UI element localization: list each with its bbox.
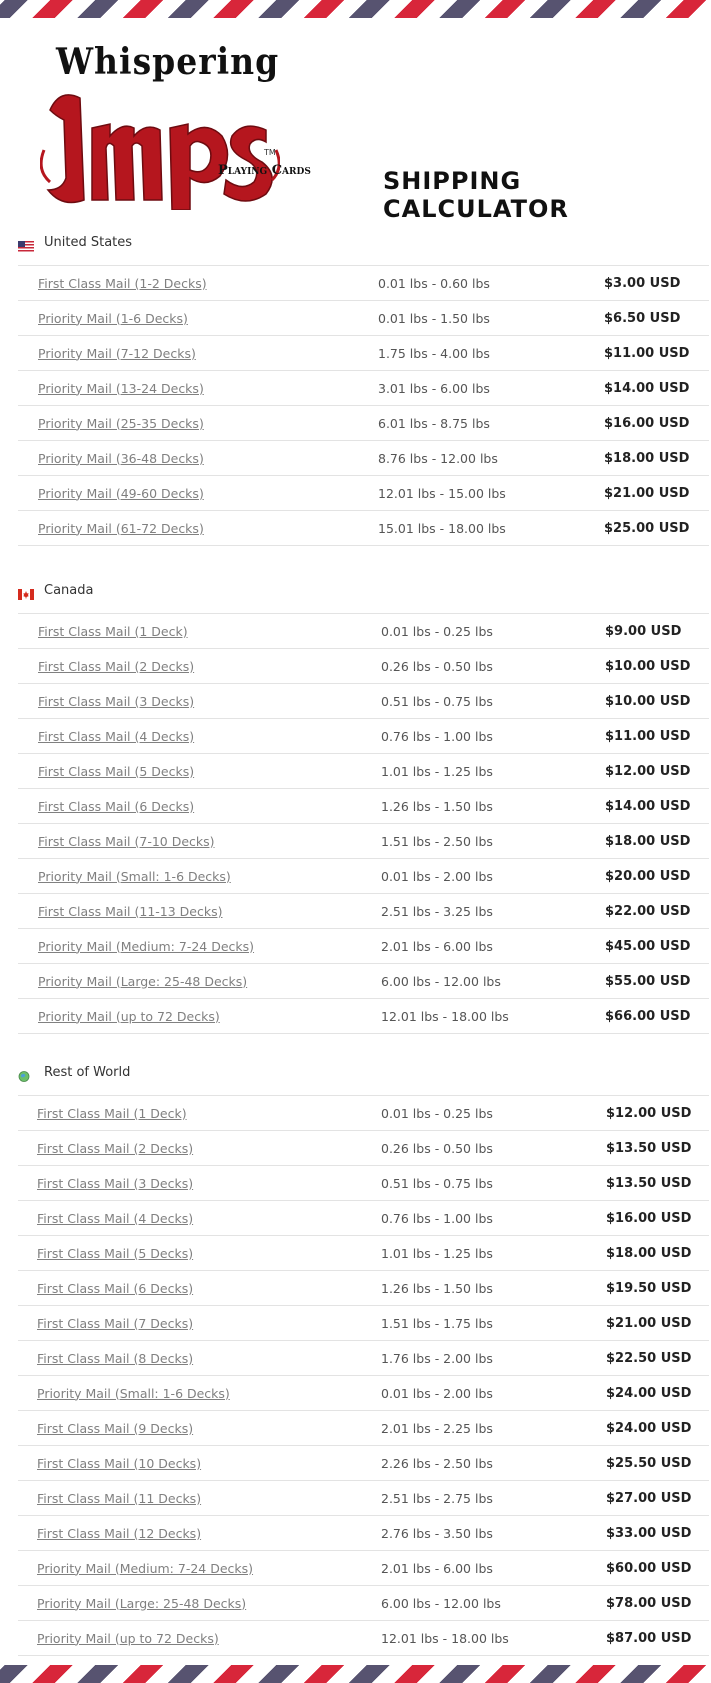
weight-range: 0.26 lbs - 0.50 lbs xyxy=(381,658,493,674)
whispering-imps-logo xyxy=(40,40,320,200)
shipping-method-link[interactable]: First Class Mail (4 Decks) xyxy=(37,1210,194,1226)
canada-flag-icon xyxy=(18,585,34,596)
weight-range: 0.51 lbs - 0.75 lbs xyxy=(381,1175,493,1191)
shipping-price: $10.00 USD xyxy=(605,693,691,709)
weight-range: 0.76 lbs - 1.00 lbs xyxy=(381,728,493,744)
shipping-price: $27.00 USD xyxy=(606,1490,692,1506)
section-title: United States xyxy=(44,234,133,250)
section-canada xyxy=(18,567,709,1034)
rate-row xyxy=(18,614,709,649)
shipping-method-link[interactable]: Priority Mail (61-72 Decks) xyxy=(38,520,204,536)
shipping-method-link[interactable]: First Class Mail (7 Decks) xyxy=(37,1315,194,1331)
shipping-price: $3.00 USD xyxy=(604,275,681,291)
weight-range: 0.01 lbs - 2.00 lbs xyxy=(381,1385,493,1401)
rate-row xyxy=(18,1271,709,1306)
section-rest-of-world xyxy=(18,1049,709,1656)
shipping-price: $14.00 USD xyxy=(604,380,690,396)
logo-trademark: TM xyxy=(264,148,276,157)
rate-row xyxy=(18,1481,709,1516)
shipping-method-link[interactable]: Priority Mail (Small: 1-6 Decks) xyxy=(38,868,231,884)
shipping-method-link[interactable]: Priority Mail (Medium: 7-24 Decks) xyxy=(37,1560,254,1576)
shipping-method-link[interactable]: First Class Mail (9 Decks) xyxy=(37,1420,194,1436)
airmail-stripe-bottom xyxy=(0,1665,711,1683)
rate-row xyxy=(18,789,709,824)
weight-range: 12.01 lbs - 18.00 lbs xyxy=(381,1630,509,1646)
shipping-price: $22.50 USD xyxy=(606,1350,692,1366)
rate-row xyxy=(18,441,709,476)
rate-row xyxy=(18,894,709,929)
shipping-price: $18.00 USD xyxy=(606,1245,692,1261)
shipping-price: $12.00 USD xyxy=(605,763,691,779)
shipping-method-link[interactable]: First Class Mail (1 Deck) xyxy=(38,623,188,639)
rate-row xyxy=(18,301,709,336)
weight-range: 3.01 lbs - 6.00 lbs xyxy=(378,380,490,396)
rate-row xyxy=(18,266,709,301)
weight-range: 0.26 lbs - 0.50 lbs xyxy=(381,1140,493,1156)
weight-range: 6.00 lbs - 12.00 lbs xyxy=(381,973,501,989)
shipping-method-link[interactable]: First Class Mail (12 Decks) xyxy=(37,1525,202,1541)
shipping-method-link[interactable]: First Class Mail (11-13 Decks) xyxy=(38,903,223,919)
shipping-method-link[interactable]: First Class Mail (10 Decks) xyxy=(37,1455,202,1471)
shipping-price: $19.50 USD xyxy=(606,1280,692,1296)
shipping-method-link[interactable]: Priority Mail (up to 72 Decks) xyxy=(38,1008,220,1024)
section-title: Rest of World xyxy=(44,1064,131,1080)
weight-range: 1.01 lbs - 1.25 lbs xyxy=(381,1245,493,1261)
rate-row xyxy=(18,1586,709,1621)
weight-range: 0.01 lbs - 2.00 lbs xyxy=(381,868,493,884)
shipping-method-link[interactable]: Priority Mail (1-6 Decks) xyxy=(38,310,188,326)
airmail-stripe-top xyxy=(0,0,711,18)
rate-row xyxy=(18,1201,709,1236)
shipping-price: $22.00 USD xyxy=(605,903,691,919)
weight-range: 1.51 lbs - 2.50 lbs xyxy=(381,833,493,849)
weight-range: 12.01 lbs - 18.00 lbs xyxy=(381,1008,509,1024)
shipping-method-link[interactable]: First Class Mail (5 Decks) xyxy=(37,1245,194,1261)
shipping-method-link[interactable]: First Class Mail (8 Decks) xyxy=(37,1350,194,1366)
weight-range: 8.76 lbs - 12.00 lbs xyxy=(378,450,498,466)
rate-row xyxy=(18,1341,709,1376)
weight-range: 2.51 lbs - 2.75 lbs xyxy=(381,1490,493,1506)
rate-row xyxy=(18,754,709,789)
shipping-price: $13.50 USD xyxy=(606,1175,692,1191)
rate-row xyxy=(18,1166,709,1201)
section-united-states xyxy=(18,219,709,546)
rate-row xyxy=(18,1411,709,1446)
shipping-method-link[interactable]: First Class Mail (6 Decks) xyxy=(37,1280,194,1296)
shipping-price: $16.00 USD xyxy=(606,1210,692,1226)
shipping-price: $13.50 USD xyxy=(606,1140,692,1156)
shipping-price: $33.00 USD xyxy=(606,1525,692,1541)
shipping-price: $18.00 USD xyxy=(604,450,690,466)
weight-range: 1.75 lbs - 4.00 lbs xyxy=(378,345,490,361)
weight-range: 0.01 lbs - 0.25 lbs xyxy=(381,623,493,639)
shipping-price: $55.00 USD xyxy=(605,973,691,989)
weight-range: 6.00 lbs - 12.00 lbs xyxy=(381,1595,501,1611)
rate-row xyxy=(18,1236,709,1271)
shipping-method-link[interactable]: First Class Mail (2 Decks) xyxy=(38,658,195,674)
shipping-method-link[interactable]: Priority Mail (Small: 1-6 Decks) xyxy=(37,1385,230,1401)
rate-row xyxy=(18,1551,709,1586)
shipping-method-link[interactable]: Priority Mail (7-12 Decks) xyxy=(38,345,196,361)
shipping-method-link[interactable]: Priority Mail (13-24 Decks) xyxy=(38,380,204,396)
rate-row xyxy=(18,999,709,1034)
shipping-price: $18.00 USD xyxy=(605,833,691,849)
logo-word-playing-cards: Playing Cards xyxy=(218,163,311,178)
shipping-price: $24.00 USD xyxy=(606,1420,692,1436)
shipping-method-link[interactable]: Priority Mail (Medium: 7-24 Decks) xyxy=(38,938,255,954)
weight-range: 2.01 lbs - 6.00 lbs xyxy=(381,938,493,954)
weight-range: 1.26 lbs - 1.50 lbs xyxy=(381,798,493,814)
shipping-price: $25.50 USD xyxy=(606,1455,692,1471)
weight-range: 1.76 lbs - 2.00 lbs xyxy=(381,1350,493,1366)
rate-row xyxy=(18,336,709,371)
shipping-method-link[interactable]: First Class Mail (1-2 Decks) xyxy=(38,275,207,291)
section-header xyxy=(18,567,709,614)
shipping-method-link[interactable]: Priority Mail (25-35 Decks) xyxy=(38,415,204,431)
section-header xyxy=(18,219,709,266)
rate-row xyxy=(18,684,709,719)
shipping-price: $66.00 USD xyxy=(605,1008,691,1024)
weight-range: 0.51 lbs - 0.75 lbs xyxy=(381,693,493,709)
weight-range: 2.01 lbs - 2.25 lbs xyxy=(381,1420,493,1436)
shipping-price: $14.00 USD xyxy=(605,798,691,814)
shipping-price: $87.00 USD xyxy=(606,1630,692,1646)
shipping-method-link[interactable]: First Class Mail (7-10 Decks) xyxy=(38,833,215,849)
shipping-price: $21.00 USD xyxy=(604,485,690,501)
shipping-price: $11.00 USD xyxy=(605,728,691,744)
rate-row xyxy=(18,1376,709,1411)
rate-row xyxy=(18,929,709,964)
shipping-price: $16.00 USD xyxy=(604,415,690,431)
weight-range: 0.76 lbs - 1.00 lbs xyxy=(381,1210,493,1226)
rate-row xyxy=(18,859,709,894)
rate-row xyxy=(18,511,709,546)
rate-row xyxy=(18,964,709,999)
shipping-price: $78.00 USD xyxy=(606,1595,692,1611)
shipping-method-link[interactable]: First Class Mail (11 Decks) xyxy=(37,1490,202,1506)
weight-range: 2.76 lbs - 3.50 lbs xyxy=(381,1525,493,1541)
rate-row xyxy=(18,1516,709,1551)
weight-range: 12.01 lbs - 15.00 lbs xyxy=(378,485,506,501)
shipping-method-link[interactable]: First Class Mail (6 Decks) xyxy=(38,798,195,814)
shipping-price: $21.00 USD xyxy=(606,1315,692,1331)
shipping-method-link[interactable]: First Class Mail (3 Decks) xyxy=(38,693,195,709)
rate-row xyxy=(18,1446,709,1481)
shipping-method-link[interactable]: Priority Mail (up to 72 Decks) xyxy=(37,1630,219,1646)
shipping-price: $9.00 USD xyxy=(605,623,682,639)
rate-row xyxy=(18,1131,709,1166)
rate-row xyxy=(18,476,709,511)
shipping-method-link[interactable]: Priority Mail (49-60 Decks) xyxy=(38,485,204,501)
rate-list xyxy=(18,1096,709,1656)
weight-range: 1.51 lbs - 1.75 lbs xyxy=(381,1315,493,1331)
rate-row xyxy=(18,371,709,406)
shipping-method-link[interactable]: Priority Mail (36-48 Decks) xyxy=(38,450,204,466)
shipping-price: $24.00 USD xyxy=(606,1385,692,1401)
shipping-method-link[interactable]: First Class Mail (4 Decks) xyxy=(38,728,195,744)
rate-list xyxy=(18,266,709,546)
shipping-price: $45.00 USD xyxy=(605,938,691,954)
shipping-price: $20.00 USD xyxy=(605,868,691,884)
rate-row xyxy=(18,1306,709,1341)
weight-range: 2.01 lbs - 6.00 lbs xyxy=(381,1560,493,1576)
shipping-price: $25.00 USD xyxy=(604,520,690,536)
rate-list xyxy=(18,614,709,1034)
weight-range: 6.01 lbs - 8.75 lbs xyxy=(378,415,490,431)
page-title: SHIPPING CALCULATOR xyxy=(383,167,569,223)
section-header xyxy=(18,1049,709,1096)
shipping-method-link[interactable]: Priority Mail (Large: 25-48 Decks) xyxy=(37,1595,247,1611)
weight-range: 0.01 lbs - 1.50 lbs xyxy=(378,310,490,326)
weight-range: 1.01 lbs - 1.25 lbs xyxy=(381,763,493,779)
weight-range: 0.01 lbs - 0.25 lbs xyxy=(381,1105,493,1121)
globe-icon xyxy=(18,1067,34,1078)
rate-row xyxy=(18,719,709,754)
shipping-price: $6.50 USD xyxy=(604,310,681,326)
shipping-price: $10.00 USD xyxy=(605,658,691,674)
weight-range: 2.51 lbs - 3.25 lbs xyxy=(381,903,493,919)
weight-range: 15.01 lbs - 18.00 lbs xyxy=(378,520,506,536)
shipping-price: $11.00 USD xyxy=(604,345,690,361)
rate-row xyxy=(18,1621,709,1656)
shipping-method-link[interactable]: First Class Mail (3 Decks) xyxy=(37,1175,194,1191)
weight-range: 2.26 lbs - 2.50 lbs xyxy=(381,1455,493,1471)
shipping-method-link[interactable]: Priority Mail (Large: 25-48 Decks) xyxy=(38,973,248,989)
rate-row xyxy=(18,824,709,859)
shipping-price: $12.00 USD xyxy=(606,1105,692,1121)
weight-range: 0.01 lbs - 0.60 lbs xyxy=(378,275,490,291)
rate-row xyxy=(18,649,709,684)
us-flag-icon xyxy=(18,237,34,248)
rate-row xyxy=(18,406,709,441)
shipping-method-link[interactable]: First Class Mail (5 Decks) xyxy=(38,763,195,779)
shipping-price: $60.00 USD xyxy=(606,1560,692,1576)
section-title: Canada xyxy=(44,582,94,598)
weight-range: 1.26 lbs - 1.50 lbs xyxy=(381,1280,493,1296)
logo-word-whispering: Whispering xyxy=(56,40,280,83)
shipping-method-link[interactable]: First Class Mail (1 Deck) xyxy=(37,1105,187,1121)
rate-row xyxy=(18,1096,709,1131)
page-header xyxy=(0,30,711,223)
shipping-method-link[interactable]: First Class Mail (2 Decks) xyxy=(37,1140,194,1156)
